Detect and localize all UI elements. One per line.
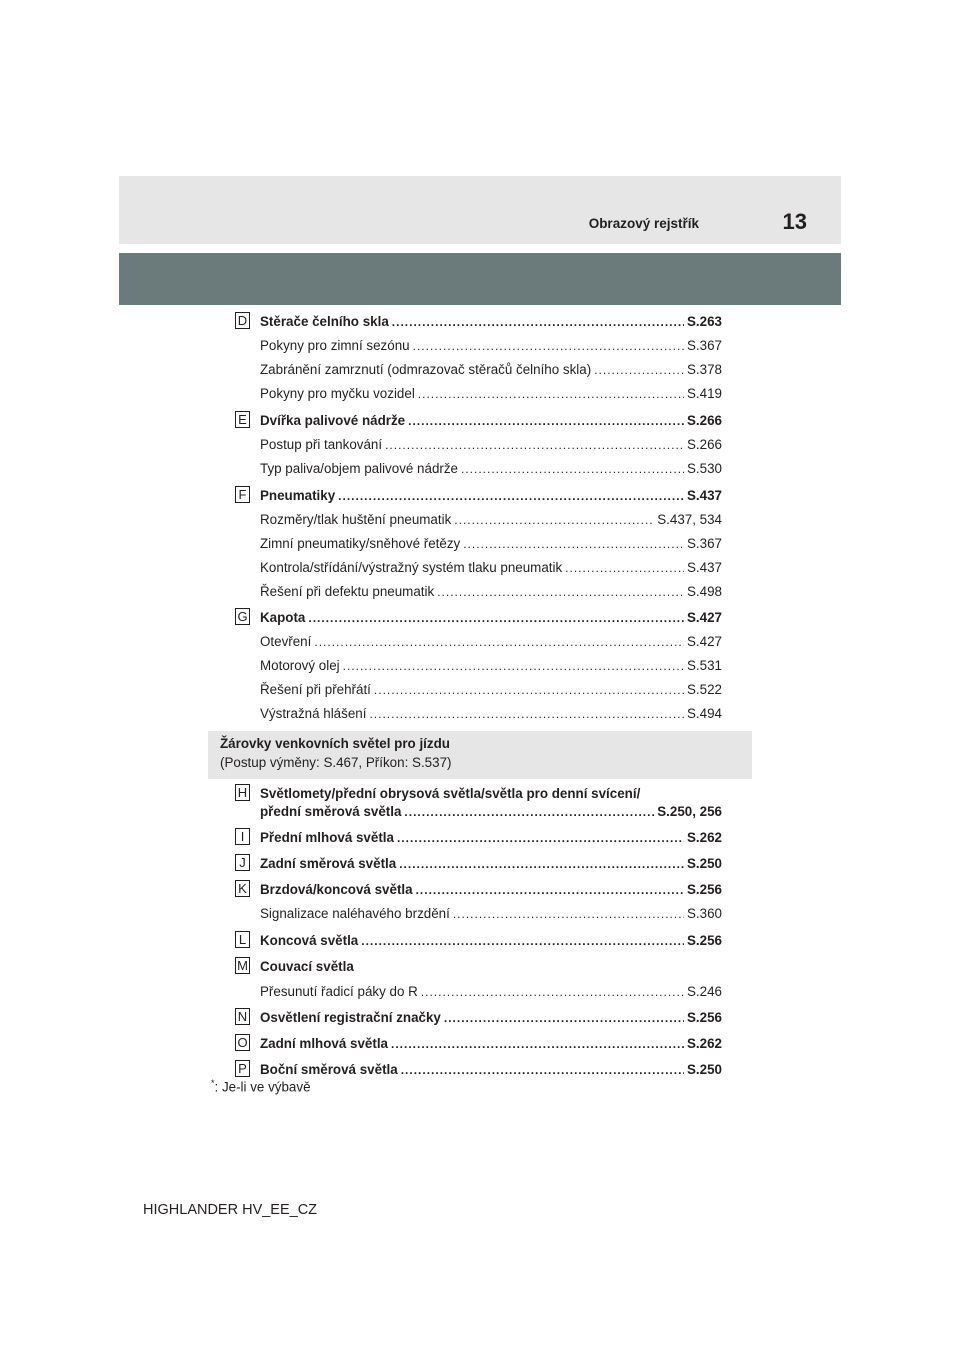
index-entry: Výstražná hlášení ..... S.494: [260, 705, 722, 723]
index-entry: Kontrola/střídání/výstražný systém tlaku pneumatik ..... S.437: [260, 559, 722, 577]
section-header: [208, 731, 752, 779]
index-letter-n: N: [235, 1008, 250, 1025]
index-entry: Pokyny pro myčku vozidel ..... S.419: [260, 385, 722, 403]
index-letter-g: G: [235, 608, 250, 625]
index-letter-d: D: [235, 312, 250, 329]
index-entry: Brzdová/koncová světla ..... S.256: [260, 881, 722, 899]
index-entry: Přední mlhová světla ..... S.262: [260, 829, 722, 847]
index-letter-f: F: [235, 486, 250, 503]
header-title: Obrazový rejstřík: [588, 216, 699, 231]
index-entry: Zadní mlhová světla ..... S.262: [260, 1035, 722, 1053]
index-entry: Zadní směrová světla ..... S.250: [260, 855, 722, 873]
index-entry: Osvětlení registrační značky ..... S.256: [260, 1009, 722, 1027]
index-entry: Přesunutí řadicí páky do R ..... S.246: [260, 983, 722, 1001]
index-entry: Řešení při defektu pneumatik ..... S.498: [260, 583, 722, 601]
index-entry: Pneumatiky ..... S.437: [260, 487, 722, 505]
index-entry: Dvířka palivové nádrže ..... S.266: [260, 412, 722, 430]
index-entry: Koncová světla ..... S.256: [260, 932, 722, 950]
index-entry: přední směrová světla ..... S.250, 256: [260, 803, 722, 821]
index-entry: Zabránění zamrznutí (odmrazovač stěračů čelního skla) ..... S.378: [260, 361, 722, 379]
index-letter-j: J: [235, 854, 250, 871]
index-entry: Otevření ..... S.427: [260, 633, 722, 651]
index-letter-k: K: [235, 880, 250, 897]
index-entry: Řešení při přehřátí ..... S.522: [260, 681, 722, 699]
index-entry: Zimní pneumatiky/sněhové řetězy ..... S.367: [260, 535, 722, 553]
footnote-text: : Je-li ve výbavě: [214, 1079, 311, 1095]
index-entry: Postup při tankování ..... S.266: [260, 436, 722, 454]
section-title: Žárovky venkovních světel pro jízdu: [220, 736, 450, 751]
index-letter-i: I: [235, 828, 250, 845]
index-entry: Kapota ..... S.427: [260, 609, 722, 627]
page-number: 13: [782, 209, 807, 234]
index-entry-line1: Světlomety/přední obrysová světla/světla pro denní svícení/: [260, 786, 641, 801]
index-letter-e: E: [235, 411, 250, 428]
header-band: [119, 253, 841, 305]
index-entry: Rozměry/tlak huštění pneumatik ..... S.437, 534: [260, 511, 722, 529]
index-letter-m: M: [235, 957, 250, 974]
index-entry: Signalizace naléhavého brzdění ..... S.360: [260, 905, 722, 923]
index-letter-o: O: [235, 1034, 250, 1051]
index-entry: Couvací světla: [260, 959, 354, 974]
index-letter-h: H: [235, 784, 250, 801]
index-entry: Typ paliva/objem palivové nádrže ..... S.530: [260, 460, 722, 478]
index-entry: Pokyny pro zimní sezónu ..... S.367: [260, 337, 722, 355]
footnote-marker: *: [211, 1078, 215, 1088]
index-letter-p: P: [235, 1060, 250, 1077]
page-header: [119, 176, 841, 244]
index-letter-l: L: [235, 931, 250, 948]
section-subtitle: (Postup výměny: S.467, Příkon: S.537): [220, 755, 452, 770]
footer-model: HIGHLANDER HV_EE_CZ: [143, 1202, 318, 1218]
index-entry: Stěrače čelního skla ..... S.263: [260, 313, 722, 331]
index-entry: Motorový olej ..... S.531: [260, 657, 722, 675]
index-entry: Boční směrová světla ..... S.250: [260, 1061, 722, 1079]
footnote: [211, 1078, 311, 1094]
